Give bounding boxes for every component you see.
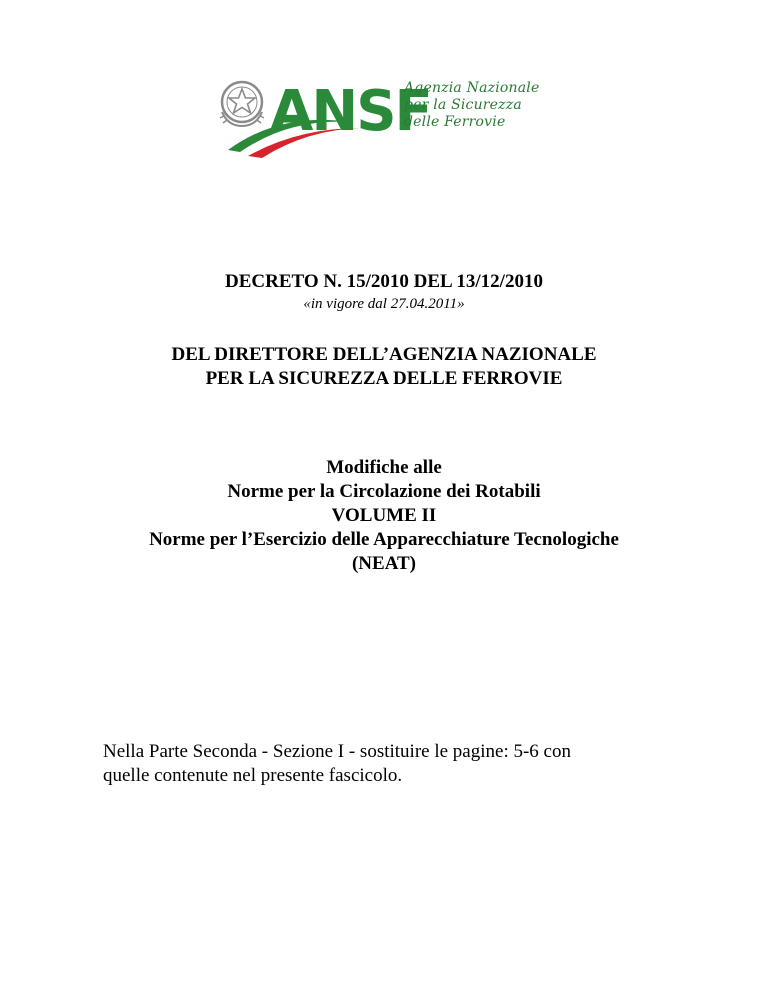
- subject-line: VOLUME II: [331, 505, 437, 526]
- instruction-paragraph: [103, 740, 663, 788]
- issuing-authority: [0, 343, 768, 391]
- decree-title: DECRETO N. 15/2010 DEL 13/12/2010: [225, 271, 543, 292]
- instruction-line: quelle contenute nel presente fascicolo.: [103, 765, 403, 786]
- logo-tagline-line: delle Ferrovie: [404, 114, 506, 130]
- subject-line: Norme per l’Esercizio delle Apparecchiature Tecnologiche: [149, 529, 619, 550]
- issuing-authority-line: DEL DIRETTORE DELL’AGENZIA NAZIONALE: [171, 344, 597, 365]
- subject-line: Modifiche alle: [326, 457, 442, 478]
- logo-tagline: [404, 80, 554, 131]
- ansf-logo: [210, 72, 550, 160]
- logo-tagline-line: Agenzia Nazionale: [404, 80, 540, 96]
- instruction-line: Nella Parte Seconda - Sezione I - sostituire le pagine: 5-6 con: [103, 741, 571, 762]
- logo-acronym: ANSF: [270, 79, 431, 144]
- logo-tagline-line: per la Sicurezza: [404, 97, 522, 113]
- subject-line: Norme per la Circolazione dei Rotabili: [227, 481, 541, 502]
- subject-line: (NEAT): [351, 553, 417, 574]
- subject-heading: [0, 456, 768, 576]
- decree-effective-date: «in vigore dal 27.04.2011»: [303, 296, 465, 312]
- issuing-authority-line: PER LA SICUREZZA DELLE FERROVIE: [205, 368, 563, 389]
- republic-emblem-icon: [220, 82, 264, 126]
